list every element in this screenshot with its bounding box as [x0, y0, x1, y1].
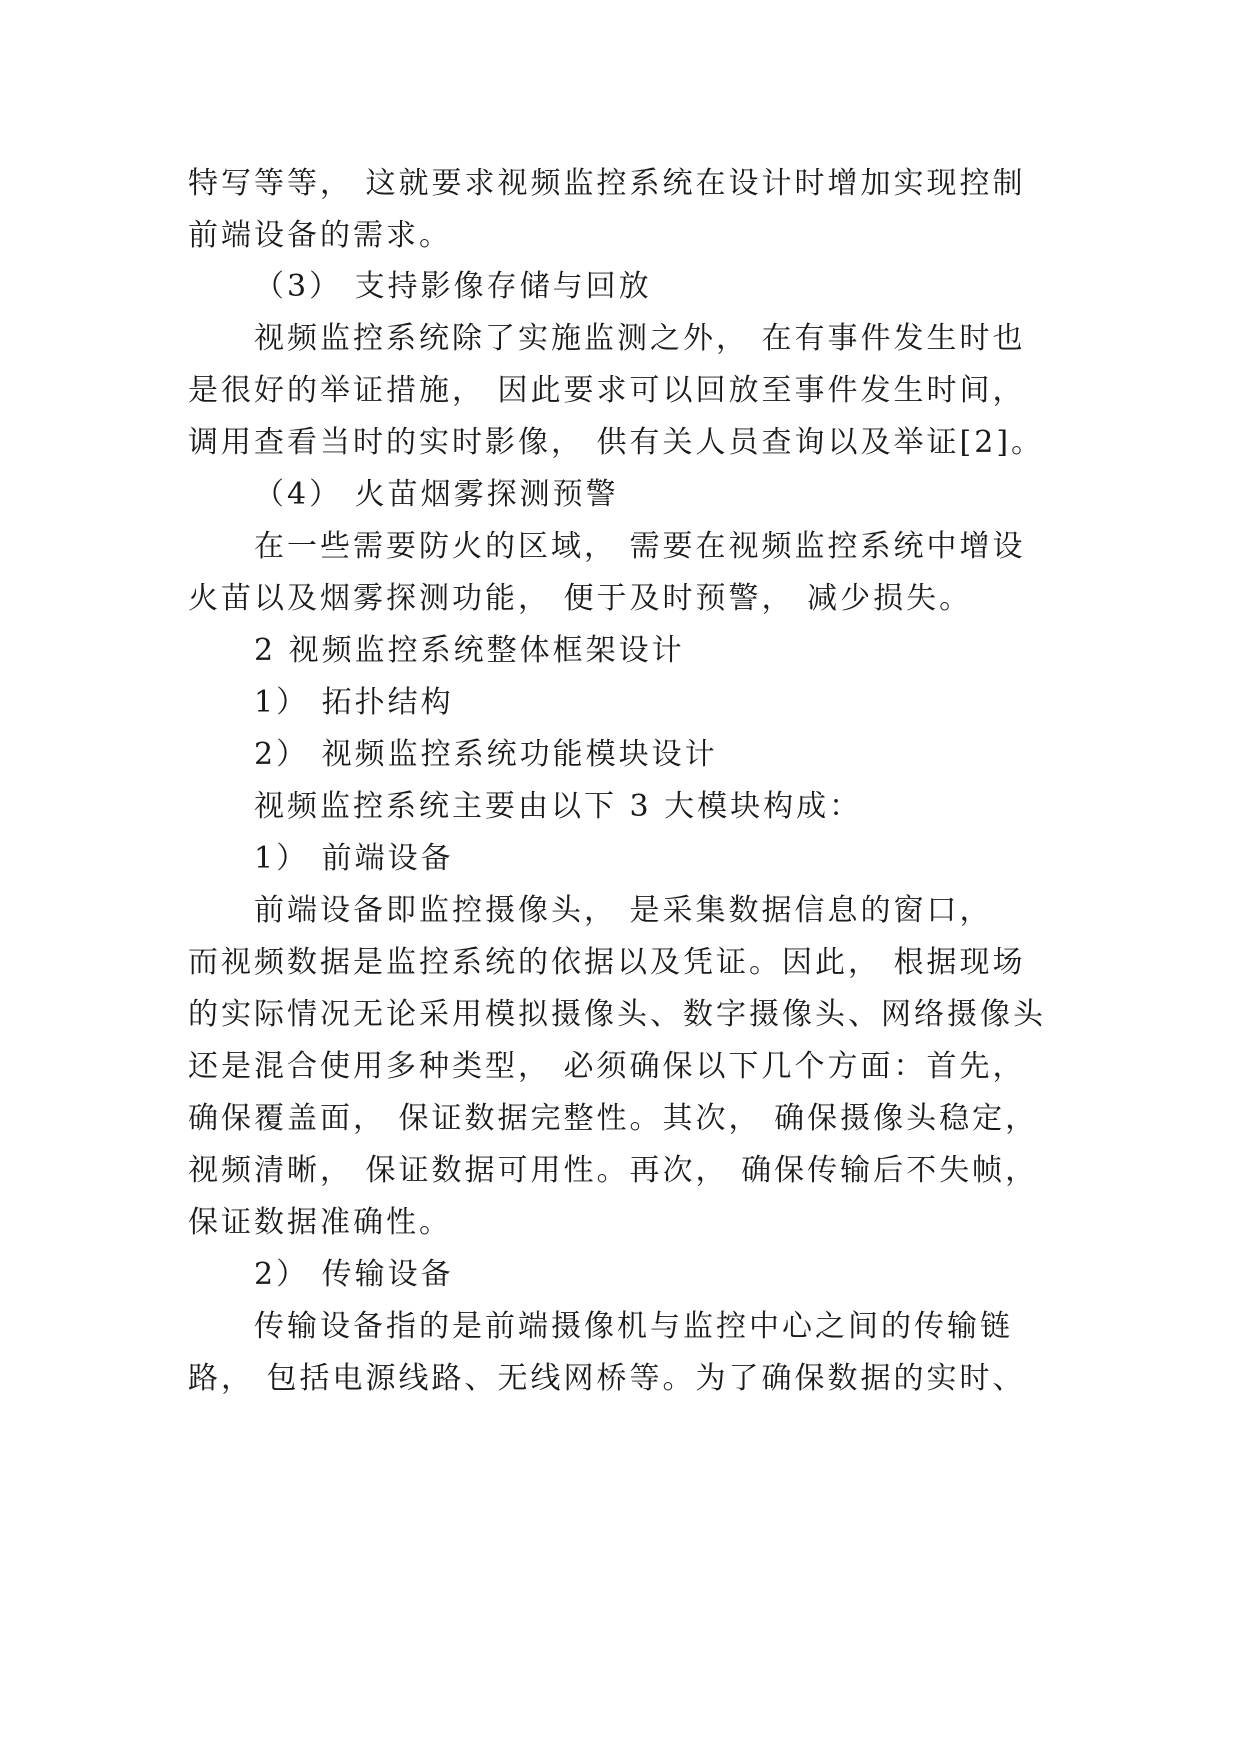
paragraph-line: 还是混合使用多种类型， 必须确保以下几个方面：首先，: [188, 1049, 1026, 1084]
section-heading: 2 视频监控系统整体框架设计: [254, 633, 685, 668]
paragraph-line: 视频清晰， 保证数据可用性。再次， 确保传输后不失帧，: [188, 1153, 1039, 1188]
subheading: 2） 传输设备: [254, 1257, 454, 1292]
paragraph-line: 在一些需要防火的区域， 需要在视频监控系统中增设: [254, 529, 1026, 564]
paragraph-line: 而视频数据是监控系统的依据以及凭证。因此， 根据现场: [188, 945, 1026, 980]
subheading: 1） 拓扑结构: [254, 685, 454, 720]
subheading: 2） 视频监控系统功能模块设计: [254, 737, 718, 772]
subheading: 1） 前端设备: [254, 841, 454, 876]
paragraph-line: 火苗以及烟雾探测功能， 便于及时预警， 减少损失。: [188, 581, 973, 616]
paragraph-line: 传输设备指的是前端摄像机与监控中心之间的传输链: [254, 1309, 1013, 1344]
paragraph-line: 保证数据准确性。: [188, 1205, 452, 1240]
paragraph-line: 的实际情况无论采用模拟摄像头、数字摄像头、网络摄像头: [188, 997, 1046, 1032]
paragraph-line: 视频监控系统主要由以下 3 大模块构成：: [254, 789, 863, 824]
paragraph-line: 前端设备的需求。: [188, 218, 452, 253]
paragraph-line: 调用查看当时的实时影像， 供有关人员查询以及举证[2]。: [188, 425, 1045, 460]
paragraph-line: 前端设备即监控摄像头， 是采集数据信息的窗口，: [254, 893, 993, 928]
subheading: （4） 火苗烟雾探测预警: [254, 477, 619, 512]
paragraph-line: 特写等等， 这就要求视频监控系统在设计时增加实现控制: [188, 166, 1026, 201]
paragraph-line: 视频监控系统除了实施监测之外， 在有事件发生时也: [254, 321, 1026, 356]
paragraph-line: 路， 包括电源线路、无线网桥等。为了确保数据的实时、: [188, 1361, 1026, 1396]
paragraph-line: 是很好的举证措施， 因此要求可以回放至事件发生时间，: [188, 373, 1026, 408]
subheading: （3） 支持影像存储与回放: [254, 269, 652, 304]
paragraph-line: 确保覆盖面， 保证数据完整性。其次， 确保摄像头稳定，: [188, 1101, 1039, 1136]
